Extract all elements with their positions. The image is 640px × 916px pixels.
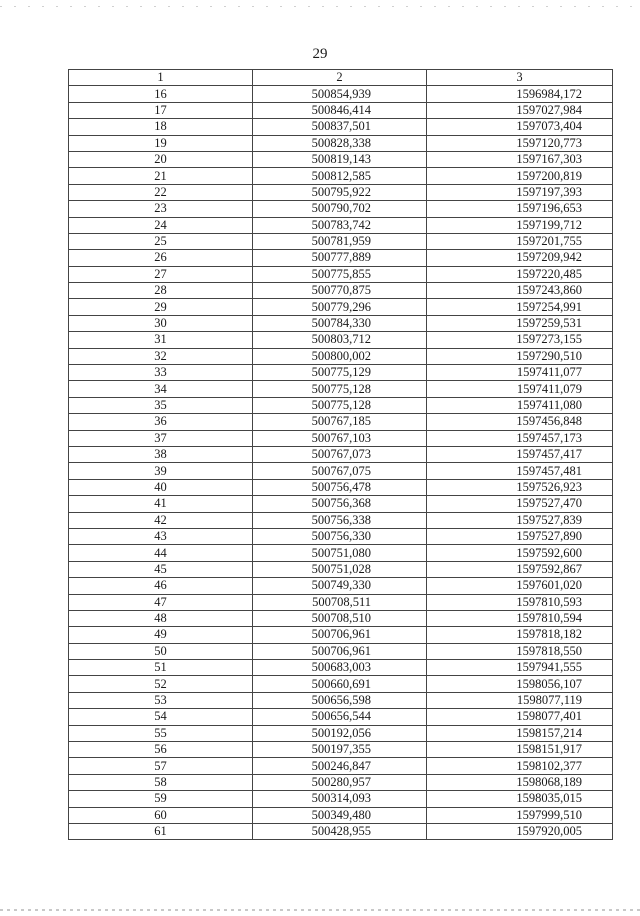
table-row [69, 397, 613, 413]
cell-x-coordinate: 500706,961 [253, 643, 427, 659]
cell-x-coordinate: 500790,702 [253, 201, 427, 217]
cell-x-coordinate: 500775,129 [253, 365, 427, 381]
cell-point-number: 60 [69, 807, 253, 823]
table-row [69, 692, 613, 708]
cell-x-coordinate: 500314,093 [253, 791, 427, 807]
table-row [69, 299, 613, 315]
cell-y-coordinate: 1597290,510 [427, 348, 613, 364]
table-row [69, 201, 613, 217]
table-row [69, 528, 613, 544]
cell-x-coordinate: 500803,712 [253, 332, 427, 348]
cell-point-number: 43 [69, 528, 253, 544]
cell-point-number: 47 [69, 594, 253, 610]
cell-y-coordinate: 1597200,819 [427, 168, 613, 184]
cell-y-coordinate: 1598151,917 [427, 742, 613, 758]
table-row [69, 545, 613, 561]
header-row [69, 70, 613, 86]
cell-x-coordinate: 500751,028 [253, 561, 427, 577]
cell-x-coordinate: 500812,585 [253, 168, 427, 184]
coordinates-table [68, 69, 613, 840]
cell-point-number: 27 [69, 266, 253, 282]
cell-point-number: 37 [69, 430, 253, 446]
cell-y-coordinate: 1597457,481 [427, 463, 613, 479]
cell-x-coordinate: 500756,478 [253, 479, 427, 495]
cell-point-number: 22 [69, 184, 253, 200]
scan-edge-bottom [0, 909, 640, 911]
cell-y-coordinate: 1597201,755 [427, 233, 613, 249]
cell-point-number: 53 [69, 692, 253, 708]
cell-y-coordinate: 1597197,393 [427, 184, 613, 200]
cell-point-number: 29 [69, 299, 253, 315]
cell-x-coordinate: 500751,080 [253, 545, 427, 561]
cell-point-number: 31 [69, 332, 253, 348]
cell-x-coordinate: 500756,338 [253, 512, 427, 528]
cell-x-coordinate: 500192,056 [253, 725, 427, 741]
cell-x-coordinate: 500767,073 [253, 446, 427, 462]
cell-point-number: 48 [69, 610, 253, 626]
table-row [69, 446, 613, 462]
cell-point-number: 50 [69, 643, 253, 659]
cell-y-coordinate: 1597167,303 [427, 151, 613, 167]
cell-point-number: 33 [69, 365, 253, 381]
column-header-y-coordinate: 3 [427, 70, 613, 86]
cell-x-coordinate: 500770,875 [253, 283, 427, 299]
cell-point-number: 17 [69, 102, 253, 118]
table-row [69, 807, 613, 823]
table-row [69, 758, 613, 774]
table-row [69, 742, 613, 758]
table-row [69, 725, 613, 741]
cell-point-number: 61 [69, 823, 253, 839]
table-row [69, 233, 613, 249]
cell-x-coordinate: 500706,961 [253, 627, 427, 643]
cell-y-coordinate: 1598077,119 [427, 692, 613, 708]
cell-point-number: 26 [69, 250, 253, 266]
cell-y-coordinate: 1597411,079 [427, 381, 613, 397]
cell-x-coordinate: 500800,002 [253, 348, 427, 364]
cell-x-coordinate: 500756,330 [253, 528, 427, 544]
cell-x-coordinate: 500708,511 [253, 594, 427, 610]
cell-x-coordinate: 500775,128 [253, 381, 427, 397]
cell-x-coordinate: 500767,075 [253, 463, 427, 479]
cell-x-coordinate: 500749,330 [253, 578, 427, 594]
cell-point-number: 19 [69, 135, 253, 151]
table-row [69, 709, 613, 725]
cell-x-coordinate: 500777,889 [253, 250, 427, 266]
table-row [69, 217, 613, 233]
cell-x-coordinate: 500660,691 [253, 676, 427, 692]
cell-point-number: 30 [69, 315, 253, 331]
table-row [69, 283, 613, 299]
cell-point-number: 35 [69, 397, 253, 413]
cell-point-number: 45 [69, 561, 253, 577]
cell-x-coordinate: 500795,922 [253, 184, 427, 200]
table-row [69, 610, 613, 626]
table-row [69, 561, 613, 577]
table-row [69, 791, 613, 807]
cell-x-coordinate: 500767,185 [253, 414, 427, 430]
cell-x-coordinate: 500837,501 [253, 119, 427, 135]
cell-point-number: 44 [69, 545, 253, 561]
cell-x-coordinate: 500656,544 [253, 709, 427, 725]
table-row [69, 151, 613, 167]
cell-x-coordinate: 500280,957 [253, 774, 427, 790]
cell-x-coordinate: 500828,338 [253, 135, 427, 151]
table-row [69, 512, 613, 528]
cell-y-coordinate: 1597456,848 [427, 414, 613, 430]
cell-y-coordinate: 1597411,077 [427, 365, 613, 381]
table-row [69, 332, 613, 348]
cell-y-coordinate: 1596984,172 [427, 86, 613, 102]
cell-point-number: 36 [69, 414, 253, 430]
cell-x-coordinate: 500854,939 [253, 86, 427, 102]
cell-y-coordinate: 1597818,182 [427, 627, 613, 643]
column-header-point-number: 1 [69, 70, 253, 86]
cell-x-coordinate: 500846,414 [253, 102, 427, 118]
table-row [69, 479, 613, 495]
table-row [69, 660, 613, 676]
cell-point-number: 49 [69, 627, 253, 643]
cell-y-coordinate: 1597254,991 [427, 299, 613, 315]
table-header [69, 70, 613, 86]
cell-y-coordinate: 1597941,555 [427, 660, 613, 676]
cell-point-number: 52 [69, 676, 253, 692]
cell-y-coordinate: 1597027,984 [427, 102, 613, 118]
cell-y-coordinate: 1597209,942 [427, 250, 613, 266]
page-number: 29 [312, 46, 328, 62]
cell-y-coordinate: 1598056,107 [427, 676, 613, 692]
table-row [69, 578, 613, 594]
table-row [69, 135, 613, 151]
table-row [69, 86, 613, 102]
cell-x-coordinate: 500683,003 [253, 660, 427, 676]
table-row [69, 594, 613, 610]
table-row [69, 168, 613, 184]
table-row [69, 496, 613, 512]
cell-point-number: 59 [69, 791, 253, 807]
cell-y-coordinate: 1598077,401 [427, 709, 613, 725]
cell-point-number: 58 [69, 774, 253, 790]
cell-y-coordinate: 1597273,155 [427, 332, 613, 348]
cell-x-coordinate: 500349,480 [253, 807, 427, 823]
table-row [69, 365, 613, 381]
scan-edge-top [0, 6, 640, 7]
cell-point-number: 20 [69, 151, 253, 167]
cell-point-number: 38 [69, 446, 253, 462]
cell-point-number: 54 [69, 709, 253, 725]
cell-x-coordinate: 500779,296 [253, 299, 427, 315]
cell-x-coordinate: 500246,847 [253, 758, 427, 774]
table-row [69, 676, 613, 692]
cell-point-number: 46 [69, 578, 253, 594]
table-row [69, 823, 613, 839]
cell-y-coordinate: 1597527,890 [427, 528, 613, 544]
table-row [69, 266, 613, 282]
table-row [69, 627, 613, 643]
cell-y-coordinate: 1597527,839 [427, 512, 613, 528]
table-row [69, 102, 613, 118]
cell-y-coordinate: 1598035,015 [427, 791, 613, 807]
cell-point-number: 34 [69, 381, 253, 397]
cell-y-coordinate: 1597592,600 [427, 545, 613, 561]
cell-y-coordinate: 1597199,712 [427, 217, 613, 233]
cell-y-coordinate: 1597411,080 [427, 397, 613, 413]
cell-point-number: 21 [69, 168, 253, 184]
table-row [69, 463, 613, 479]
cell-point-number: 32 [69, 348, 253, 364]
column-header-x-coordinate: 2 [253, 70, 427, 86]
cell-y-coordinate: 1597601,020 [427, 578, 613, 594]
cell-y-coordinate: 1598157,214 [427, 725, 613, 741]
cell-y-coordinate: 1597259,531 [427, 315, 613, 331]
cell-x-coordinate: 500708,510 [253, 610, 427, 626]
cell-point-number: 18 [69, 119, 253, 135]
table-row [69, 250, 613, 266]
table-row [69, 643, 613, 659]
cell-y-coordinate: 1597243,860 [427, 283, 613, 299]
cell-y-coordinate: 1597120,773 [427, 135, 613, 151]
cell-x-coordinate: 500819,143 [253, 151, 427, 167]
table-row [69, 381, 613, 397]
table-row [69, 119, 613, 135]
cell-y-coordinate: 1597999,510 [427, 807, 613, 823]
cell-y-coordinate: 1597457,173 [427, 430, 613, 446]
cell-point-number: 55 [69, 725, 253, 741]
cell-y-coordinate: 1597920,005 [427, 823, 613, 839]
cell-point-number: 25 [69, 233, 253, 249]
cell-point-number: 24 [69, 217, 253, 233]
cell-y-coordinate: 1597220,485 [427, 266, 613, 282]
cell-point-number: 41 [69, 496, 253, 512]
table-row [69, 184, 613, 200]
cell-point-number: 57 [69, 758, 253, 774]
cell-x-coordinate: 500775,128 [253, 397, 427, 413]
cell-point-number: 28 [69, 283, 253, 299]
table-row [69, 414, 613, 430]
cell-y-coordinate: 1597810,593 [427, 594, 613, 610]
table-body [69, 86, 613, 840]
cell-y-coordinate: 1597196,653 [427, 201, 613, 217]
cell-point-number: 56 [69, 742, 253, 758]
cell-point-number: 42 [69, 512, 253, 528]
table-row [69, 315, 613, 331]
cell-x-coordinate: 500775,855 [253, 266, 427, 282]
table-row [69, 348, 613, 364]
cell-point-number: 40 [69, 479, 253, 495]
cell-y-coordinate: 1597457,417 [427, 446, 613, 462]
cell-point-number: 16 [69, 86, 253, 102]
cell-x-coordinate: 500197,355 [253, 742, 427, 758]
cell-x-coordinate: 500783,742 [253, 217, 427, 233]
cell-y-coordinate: 1598102,377 [427, 758, 613, 774]
cell-x-coordinate: 500656,598 [253, 692, 427, 708]
cell-y-coordinate: 1597810,594 [427, 610, 613, 626]
cell-y-coordinate: 1598068,189 [427, 774, 613, 790]
cell-x-coordinate: 500767,103 [253, 430, 427, 446]
cell-x-coordinate: 500756,368 [253, 496, 427, 512]
cell-x-coordinate: 500428,955 [253, 823, 427, 839]
cell-x-coordinate: 500781,959 [253, 233, 427, 249]
table-row [69, 774, 613, 790]
cell-y-coordinate: 1597526,923 [427, 479, 613, 495]
cell-y-coordinate: 1597073,404 [427, 119, 613, 135]
cell-y-coordinate: 1597818,550 [427, 643, 613, 659]
cell-point-number: 23 [69, 201, 253, 217]
cell-x-coordinate: 500784,330 [253, 315, 427, 331]
cell-point-number: 39 [69, 463, 253, 479]
cell-point-number: 51 [69, 660, 253, 676]
cell-y-coordinate: 1597527,470 [427, 496, 613, 512]
cell-y-coordinate: 1597592,867 [427, 561, 613, 577]
table-row [69, 430, 613, 446]
